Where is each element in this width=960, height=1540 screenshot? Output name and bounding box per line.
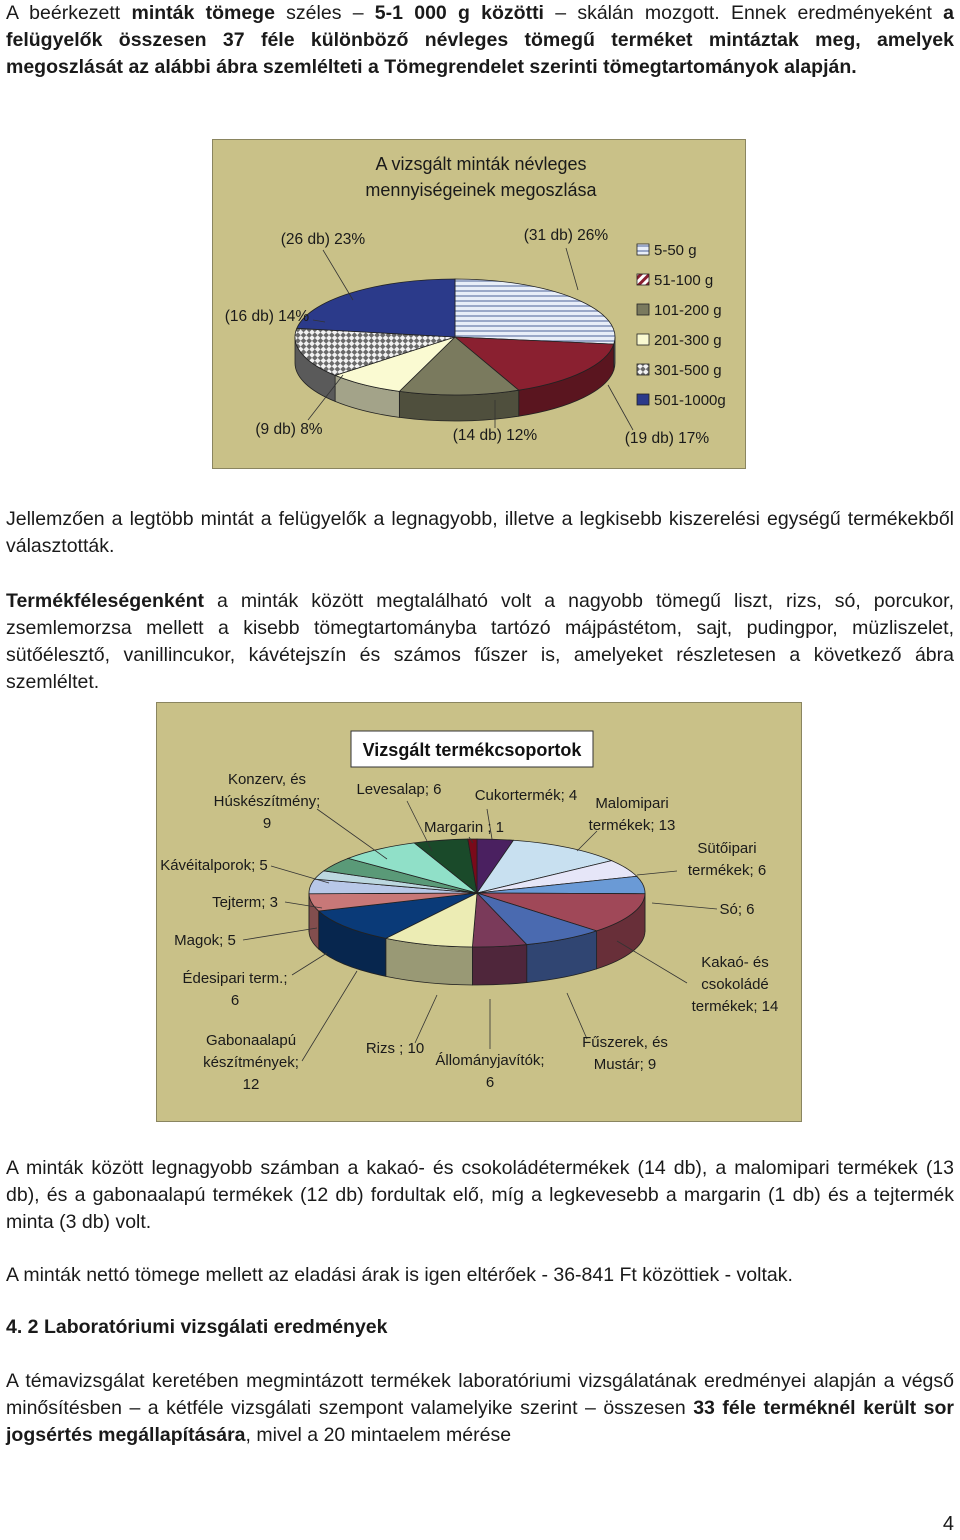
chart1-legend-label-3: 201-300 g	[654, 332, 722, 349]
typical-samples-paragraph	[6, 506, 954, 560]
chart1-title-line1: A vizsgált minták névleges	[375, 154, 587, 174]
p5-run-0: A minták nettó tömege mellett az eladási árak is igen eltérőek - 36-841 Ft közöttiek - voltak.	[6, 1264, 793, 1286]
chart2-data-label-4: Kakaó- és csokoládé termékek; 14	[691, 954, 779, 1015]
chart2-leader-line-1	[577, 831, 597, 851]
largest-groups-paragraph	[6, 1155, 954, 1236]
p4-run-0: A minták között legnagyobb számban a kakaó- és csokoládétermékek (14 db), a malomipari termékek (13 db), és a gabonaalapú termékek (12 db) fordultak elő, míg a legkevesebb a margarin (1 db) és a tejtermék minta (3 db) volt.	[6, 1157, 954, 1233]
chart1-legend-swatch-0	[637, 244, 649, 255]
chart2-data-label-5: Fűszerek, és Mustár; 9	[582, 1034, 668, 1073]
chart1-data-label-4: (16 db) 14%	[224, 308, 310, 325]
p3-run-0: Termékféleségenként	[6, 590, 204, 612]
chart2-data-label-11: Tejterm; 3	[212, 894, 278, 911]
chart2-data-label-0: Cukortermék; 4	[474, 787, 578, 804]
chart1-legend-swatch-4	[637, 364, 649, 375]
chart1-svg	[213, 140, 747, 470]
chart1-leader-line-1	[608, 385, 633, 430]
p6-run-1: 33 féle terméknél került sor jogsértés megállapítására	[6, 1397, 954, 1446]
chart2-leader-line-3	[652, 903, 717, 909]
chart1-legend-swatch-2	[637, 304, 649, 315]
chart1-title-line2: mennyiségeinek megoszlása	[365, 180, 597, 200]
page-number: 4	[942, 1513, 954, 1535]
chart2-slice-side-6	[472, 945, 526, 985]
chart2-svg	[157, 703, 803, 1123]
nominal-quantity-pie-chart	[212, 139, 746, 469]
p1-run-2: széles –	[274, 2, 375, 24]
chart1-legend-label-4: 301-500 g	[654, 362, 722, 379]
chart2-leader-line-8	[302, 971, 357, 1061]
prices-paragraph	[6, 1262, 954, 1289]
chart2-leader-line-7	[415, 995, 437, 1043]
chart2-leader-line-4	[617, 941, 687, 983]
chart2-data-label-15: Margarin ; 1	[423, 819, 505, 836]
chart1-slice-0	[455, 279, 615, 344]
chart1-legend-swatch-1	[637, 274, 649, 285]
chart2-leader-line-10	[243, 928, 317, 940]
p1-run-4: – skálán mozgott. Ennek eredményeként	[543, 2, 944, 24]
chart2-title: Vizsgált termékcsoportok	[362, 740, 582, 760]
chart2-leader-line-13	[317, 809, 387, 859]
chart1-data-label-3: (9 db) 8%	[255, 421, 323, 438]
chart1-legend-label-0: 5-50 g	[654, 242, 697, 259]
chart1-slice-5	[297, 279, 455, 337]
p6-run-2: , mivel a 20 mintaelem mérése	[245, 1424, 512, 1446]
chart1-legend-swatch-3	[637, 334, 649, 345]
chart2-leader-line-5	[567, 993, 587, 1039]
chart2-data-label-10: Magok; 5	[174, 932, 236, 949]
chart2-leader-line-9	[292, 953, 327, 975]
p1-run-0: A beérkezett	[6, 2, 132, 24]
chart2-data-label-8: Gabonaalapú készítmények; 12	[203, 1032, 299, 1093]
p3-run-1: a minták között megtalálható volt a nagyobb tömegű liszt, rizs, só, porcukor, zsemlemorzsa mellett a kisebb tömegtartományba tartózó májpástétom, sajt, pudingpor, müzliszelet, sütőélesztő, vanillincukor, kávétejszín és számos fűszer is, amelyeket részletesen a következő ábra szemléltet.	[6, 590, 954, 693]
intro-paragraph	[6, 0, 954, 81]
p1-run-5: a felügyelők összesen 37 féle különböző névleges tömegű terméket mintáztak meg, amelyek megoszlását az alábbi ábra szemlélteti a Tömegrendelet szerinti tömegtartományok alapján.	[6, 2, 955, 78]
product-groups-pie-chart	[156, 702, 802, 1122]
chart2-data-label-6: Állományjavítók; 6	[435, 1052, 545, 1091]
chart1-data-label-5: (26 db) 23%	[280, 231, 366, 248]
p2-run-0: Jellemzően a legtöbb mintát a felügyelők a legnagyobb, illetve a legkisebb kiszerelési egységű termékekből választották.	[6, 508, 954, 557]
chart1-legend-box	[633, 234, 737, 414]
chart1-legend-swatch-5	[637, 394, 649, 405]
chart2-data-label-3: Só; 6	[719, 901, 755, 918]
chart2-data-label-9: Édesipari term.; 6	[182, 970, 288, 1009]
product-types-paragraph	[6, 588, 954, 696]
chart1-leader-line-5	[323, 250, 353, 300]
chart2-data-label-13: Konzerv, és Húskészítmény; 9	[213, 771, 321, 832]
p6-run-0: A témavizsgálat keretében megmintázott termékek laboratóriumi vizsgálatának eredményei alapján a végső minősítésben – a kétféle vizsgálati szempont valamelyike szerint – összesen	[6, 1370, 954, 1419]
p1-run-3: 5-1 000 g közötti	[374, 2, 544, 24]
chart2-data-label-7: Rizs ; 10	[365, 1040, 425, 1057]
chart2-data-label-14: Levesalap; 6	[356, 781, 442, 798]
chart1-legend-label-2: 101-200 g	[654, 302, 722, 319]
chart1-legend-label-5: 501-1000g	[654, 392, 726, 409]
chart2-leader-line-2	[637, 871, 677, 875]
chart1-legend-label-1: 51-100 g	[654, 272, 714, 289]
chart1-leader-line-0	[566, 248, 578, 290]
lab-results-paragraph	[6, 1368, 954, 1449]
chart1-data-label-2: (14 db) 12%	[452, 427, 538, 444]
chart1-data-label-0: (31 db) 26%	[523, 227, 609, 244]
chart2-data-label-1: Malomipari termékek; 13	[588, 795, 676, 834]
chart1-data-label-1: (19 db) 17%	[624, 430, 710, 447]
section-heading: 4. 2 Laboratóriumi vizsgálati eredmények	[6, 1316, 388, 1338]
chart2-data-label-12: Kávéitalporok; 5	[160, 857, 268, 874]
p1-run-1: minták tömege	[131, 2, 275, 24]
chart2-data-label-2: Sütőipari termékek; 6	[687, 840, 767, 879]
